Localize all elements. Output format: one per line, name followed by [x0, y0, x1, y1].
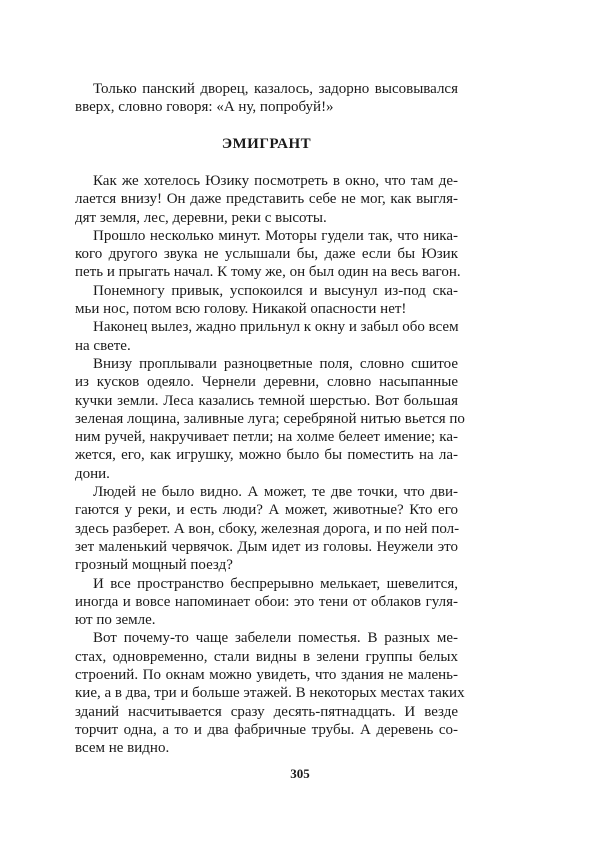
text-line: всем не видно.: [75, 740, 170, 757]
text-line: И все пространство беспрерывно мелькает, шевелится,: [93, 575, 458, 592]
text-line: Внизу проплывали разноцветные поля, словно сшитое: [93, 355, 458, 372]
text-line: Понемногу привык, успокоился и высунул из-под ска-: [93, 282, 458, 299]
intro-paragraph: [75, 80, 458, 117]
text-line: из кусков одеяло. Чернели деревни, словно насыпанные: [75, 374, 458, 391]
text-line: кие, а в два, три и больше этажей. В некоторых местах таких: [75, 685, 465, 702]
text-line: дят земля, лес, деревни, реки с высоты.: [75, 209, 327, 226]
text-line: Как же хотелось Юзику посмотреть в окно, что там де-: [93, 173, 458, 189]
text-line: петь и прыгать начал. К тому же, он был один на весь вагон.: [75, 264, 461, 281]
text-line: дони.: [75, 465, 110, 482]
text-line: Только панский дворец, казалось, задорно высовывался: [93, 81, 458, 97]
text-line: Наконец вылез, жадно прильнул к окну и забыл обо всем: [93, 319, 459, 336]
text-line: мьи нос, потом всю голову. Никакой опасности нет!: [75, 301, 407, 318]
text-line: зданий насчитывается сразу десять-пятнадцать. И везде: [75, 703, 458, 720]
text-line: лается внизу! Он даже представить себе не мог, как выгля-: [75, 191, 458, 208]
text-line: ют по земле.: [75, 612, 156, 629]
text-line: здесь разберет. А вон, сбоку, железная дорога, и по ней пол-: [75, 520, 460, 537]
text-line: зеленая лощина, заливные луга; серебряной нитью вьется по: [75, 410, 465, 427]
text-line: гаются у реки, и есть люди? А может, животные? Кто его: [75, 502, 458, 519]
page-number: 305: [290, 766, 310, 781]
text-line: грозный мощный поезд?: [75, 557, 233, 574]
chapter-body: [75, 172, 465, 758]
text-line: кучки земли. Леса казались темной шерстью. Вот большая: [75, 392, 458, 409]
text-line: Вот почему-то чаще забелели поместья. В разных ме-: [93, 630, 458, 647]
text-line: торчит одна, а то и два фабричные трубы. А деревень со-: [75, 721, 458, 738]
text-line: строений. По окнам можно увидеть, что здания не малень-: [75, 667, 458, 684]
text-line: иногда и вовсе напоминает обои: это тени от облаков гуля-: [75, 593, 458, 610]
text-line: зет маленький червячок. Дым идет из головы. Неужели это: [75, 538, 458, 555]
text-line: Прошло несколько минут. Моторы гудели так, что ника-: [93, 227, 458, 244]
chapter-title: ЭМИГРАНТ: [221, 136, 312, 152]
text-line: жется, его, как игрушку, можно было бы поместить на ла-: [75, 447, 458, 464]
text-line: на свете.: [75, 337, 131, 354]
text-line: кого другого звука не услышали бы, даже если бы Юзик: [75, 246, 458, 263]
text-line: ним ручей, накручивает петли; на холме белеет имение; ка-: [75, 429, 458, 446]
text-line: стах, одновременно, стали видны в зелени группы белых: [75, 648, 458, 665]
text-line: вверх, словно говоря: «А ну, попробуй!»: [75, 99, 334, 116]
text-line: Людей не было видно. А может, те две точки, что дви-: [93, 484, 458, 501]
